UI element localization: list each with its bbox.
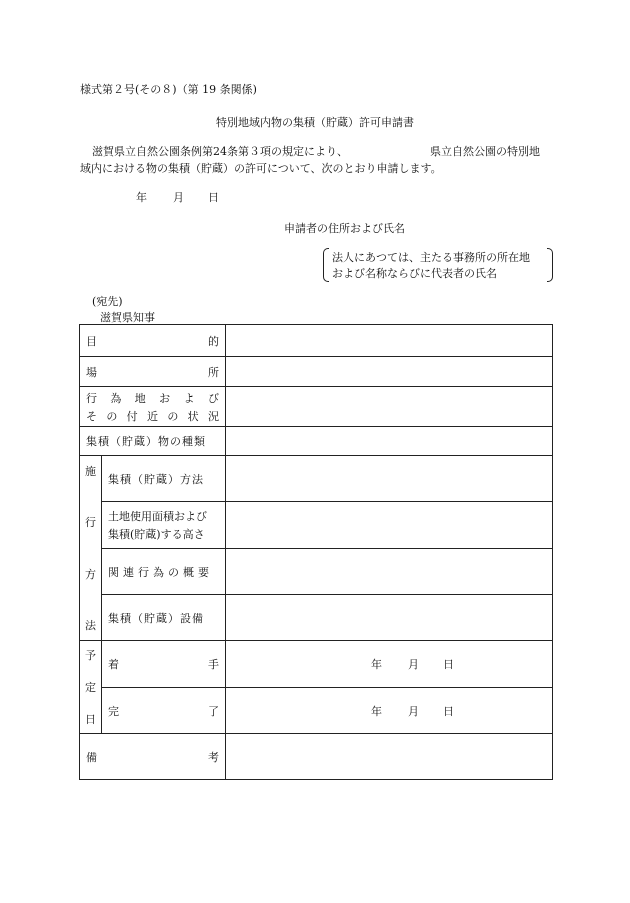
- row-situation: [80, 387, 553, 427]
- label-finish: [102, 688, 226, 734]
- applicant-label: 申請者の住所および氏名: [284, 222, 405, 235]
- intro-text-line1: 滋賀県立自然公園条例第24条第３項の規定により、: [92, 145, 348, 158]
- start-month-label: 月: [408, 658, 419, 671]
- label-remarks: [80, 734, 226, 780]
- start-year-label: 年: [371, 658, 382, 671]
- finish-year-label: 年: [371, 704, 382, 718]
- label-char: そ: [86, 409, 97, 423]
- row-kind: [80, 427, 553, 456]
- application-table: [79, 324, 553, 780]
- label-char: 方: [85, 567, 96, 581]
- finish-day-label: 日: [443, 704, 454, 718]
- row-schedule-finish: [80, 688, 553, 734]
- label-char: の: [167, 409, 179, 423]
- label-char: 況: [207, 409, 219, 423]
- start-day-label: 日: [443, 658, 454, 671]
- date-month-label: 月: [173, 191, 184, 204]
- label-char: 行: [85, 516, 96, 530]
- row-schedule-start: [80, 641, 553, 688]
- label-char: 目: [86, 334, 97, 348]
- form-number: 様式第２号(その８)（第 19 条関係): [80, 83, 257, 96]
- row-method-2: [80, 502, 553, 549]
- label-purpose: [80, 325, 226, 357]
- label-char: 完: [108, 704, 119, 718]
- left-bracket: [323, 248, 329, 282]
- date-day-label: 日: [208, 191, 219, 204]
- label-method-storage: 集積（貯蔵）方法: [102, 456, 226, 502]
- label-char: 行: [86, 391, 97, 405]
- row-purpose: [80, 325, 553, 357]
- label-method-area: [102, 502, 226, 549]
- label-char: 了: [208, 704, 219, 718]
- field-location[interactable]: [226, 357, 553, 387]
- row-method-4: [80, 595, 553, 641]
- label-start: [102, 641, 226, 688]
- label-char: 予: [85, 649, 96, 662]
- row-location: [80, 357, 553, 387]
- label-char: 備: [86, 750, 97, 764]
- label-char: 所: [208, 365, 219, 379]
- finish-month-label: 月: [408, 704, 419, 718]
- field-situation[interactable]: [226, 387, 553, 427]
- label-kind: 集積（貯蔵）物の種類: [80, 427, 226, 456]
- label-char: 地: [134, 391, 146, 405]
- row-method-3: [80, 549, 553, 595]
- right-bracket: [547, 248, 553, 282]
- label-char: 場: [86, 365, 97, 379]
- label-char: び: [207, 391, 219, 405]
- label-char: 着: [108, 658, 119, 671]
- row-method-1: [80, 456, 553, 502]
- label-char: 付: [126, 409, 138, 423]
- label-char: お: [159, 391, 171, 405]
- corporate-note-line1: 法人にあつては、主たる事務所の所在地: [332, 251, 530, 264]
- label-situation: [80, 387, 226, 427]
- label-char: 近: [146, 409, 158, 423]
- field-method-related[interactable]: [226, 549, 553, 595]
- label-char: 考: [208, 750, 219, 764]
- label-method-group: [80, 456, 102, 641]
- addressee-label: (宛先): [92, 295, 123, 308]
- field-kind[interactable]: [226, 427, 553, 456]
- intro-text-line1-park: 県立自然公園の特別地: [430, 145, 540, 158]
- label-char: 的: [208, 334, 219, 348]
- label-location: [80, 357, 226, 387]
- intro-text-line2: 域内における物の集積（貯蔵）の許可について、次のとおり申請します。: [80, 162, 442, 175]
- document-title: 特別地域内物の集積（貯蔵）許可申請書: [216, 116, 414, 129]
- label-char: 為: [110, 391, 122, 405]
- field-finish-date[interactable]: [226, 688, 553, 734]
- field-start-date[interactable]: [226, 641, 553, 688]
- label-char: 定: [85, 681, 96, 694]
- field-purpose[interactable]: [226, 325, 553, 357]
- addressee-name: 滋賀県知事: [100, 311, 155, 324]
- label-schedule-group: [80, 641, 102, 734]
- label-char: 手: [208, 658, 219, 671]
- field-method-facility[interactable]: [226, 595, 553, 641]
- label-char: よ: [183, 391, 195, 405]
- label-char: 施: [85, 465, 96, 478]
- row-remarks: [80, 734, 553, 780]
- corporate-note-line2: および名称ならびに代表者の氏名: [332, 267, 497, 280]
- field-method-storage[interactable]: [226, 456, 553, 502]
- label-char: 法: [85, 618, 96, 632]
- label-line: 集積(貯蔵)する高さ: [108, 528, 205, 541]
- label-char: の: [106, 409, 118, 423]
- label-method-related: 関連行為の概要: [102, 549, 226, 595]
- label-char: 状: [187, 409, 199, 423]
- date-year-label: 年: [136, 191, 147, 204]
- label-method-facility: 集積（貯蔵）設備: [102, 595, 226, 641]
- field-remarks[interactable]: [226, 734, 553, 780]
- field-method-area[interactable]: [226, 502, 553, 549]
- label-line: 土地使用面積および: [108, 510, 207, 523]
- label-char: 日: [85, 713, 96, 726]
